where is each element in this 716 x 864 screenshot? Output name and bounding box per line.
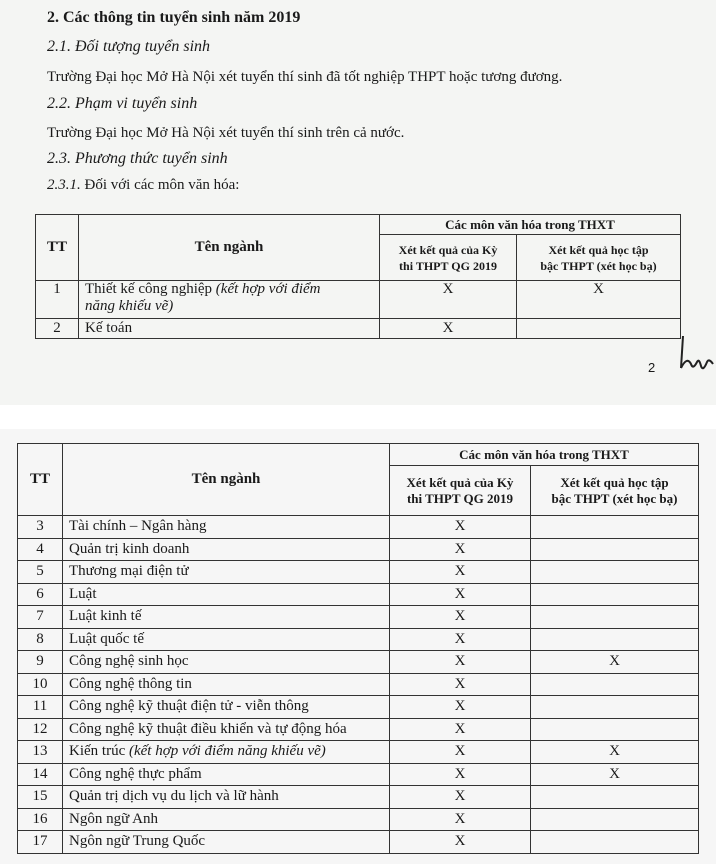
- row-name-text: Luật quốc tế: [69, 630, 144, 647]
- row-tt: 8: [18, 628, 63, 651]
- row-name-text: Ngôn ngữ Anh: [69, 810, 158, 827]
- section-title: 2. Các thông tin tuyển sinh năm 2019: [47, 9, 301, 26]
- row-1-name: [79, 281, 380, 319]
- row-hb: [531, 561, 699, 584]
- row-qg: X: [390, 651, 531, 674]
- header-col-hb-2-line2: bậc THPT (xét học bạ): [551, 490, 678, 506]
- header-col-qg-line2: thi THPT QG 2019: [399, 258, 497, 273]
- row-name-text: Công nghệ kỹ thuật điều khiển và tự động hóa: [69, 720, 347, 737]
- header-group-2: Các môn văn hóa trong THXT: [390, 444, 699, 466]
- page-top: [0, 0, 716, 405]
- row-tt: 5: [18, 561, 63, 584]
- row-tt: 16: [18, 808, 63, 831]
- row-qg: X: [390, 583, 531, 606]
- row-name: [63, 516, 390, 539]
- table-row: [18, 516, 699, 539]
- page-gap: [0, 405, 716, 429]
- row-hb: [531, 606, 699, 629]
- row-name-text: Ngôn ngữ Trung Quốc: [69, 833, 206, 850]
- row-tt: 9: [18, 651, 63, 674]
- header-col-qg-2-line1: Xét kết quả của Kỳ: [406, 474, 514, 490]
- row-2-tt: 2: [36, 319, 79, 339]
- row-name-text: Luật kinh tế: [69, 608, 142, 625]
- row-name-text: Tài chính – Ngân hàng: [69, 518, 207, 535]
- row-qg: X: [390, 763, 531, 786]
- admission-table-part-1: [35, 214, 681, 339]
- row-name-text: Công nghệ thực phẩm: [69, 765, 202, 782]
- row-qg: X: [390, 606, 531, 629]
- table-row: [18, 786, 699, 809]
- row-tt: 4: [18, 538, 63, 561]
- subsection-2-3-heading: 2.3. Phương thức tuyển sinh: [47, 150, 228, 167]
- table-row: [18, 696, 699, 719]
- row-hb: [531, 673, 699, 696]
- row-qg: X: [390, 786, 531, 809]
- row-hb: X: [531, 763, 699, 786]
- header-col-qg-2: [390, 466, 531, 516]
- page-number: 2: [648, 360, 656, 375]
- table-row: [18, 831, 699, 854]
- row-name-text: Công nghệ thông tin: [69, 675, 192, 692]
- header-name: Tên ngành: [79, 215, 380, 281]
- row-tt: 3: [18, 516, 63, 539]
- header-group: Các môn văn hóa trong THXT: [380, 215, 681, 235]
- row-hb: [531, 538, 699, 561]
- row-name: [63, 786, 390, 809]
- row-qg: X: [390, 673, 531, 696]
- row-qg: X: [390, 516, 531, 539]
- header-col-hb: [517, 235, 681, 281]
- row-name-text: Luật: [69, 585, 97, 602]
- subsection-2-2-text: Trường Đại học Mở Hà Nội xét tuyển thí sinh trên cả nước.: [47, 125, 405, 141]
- row-name: [63, 561, 390, 584]
- row-qg: X: [390, 718, 531, 741]
- row-name: [63, 808, 390, 831]
- row-name: [63, 741, 390, 764]
- row-name-text: Công nghệ kỹ thuật điện tử - viễn thông: [69, 698, 309, 715]
- row-tt: 14: [18, 763, 63, 786]
- row-1-hb: X: [517, 281, 681, 319]
- row-tt: 15: [18, 786, 63, 809]
- row-hb: [531, 786, 699, 809]
- row-name: [63, 718, 390, 741]
- row-name-text: Kiến trúc: [69, 743, 129, 760]
- row-hb: [531, 718, 699, 741]
- row-name: [63, 651, 390, 674]
- row-tt: 13: [18, 741, 63, 764]
- row-qg: X: [390, 741, 531, 764]
- row-qg: X: [390, 696, 531, 719]
- row-tt: 6: [18, 583, 63, 606]
- row-name-text: Thương mại điện tử: [69, 563, 189, 580]
- row-hb: [531, 696, 699, 719]
- admission-table-part-2: [17, 443, 699, 854]
- header-col-qg-2-line2: thi THPT QG 2019: [406, 490, 514, 506]
- subsection-2-1-text: Trường Đại học Mở Hà Nội xét tuyển thí sinh đã tốt nghiệp THPT hoặc tương đương.: [47, 69, 563, 85]
- row-hb: [531, 628, 699, 651]
- row-1-qg: X: [380, 281, 517, 319]
- row-name-text: Quản trị dịch vụ du lịch và lữ hành: [69, 788, 279, 805]
- row-name-text: Công nghệ sinh học: [69, 653, 189, 670]
- row-hb: X: [531, 651, 699, 674]
- row-qg: X: [390, 538, 531, 561]
- row-name: [63, 831, 390, 854]
- row-tt: 7: [18, 606, 63, 629]
- row-hb: X: [531, 741, 699, 764]
- subsection-2-3-1: [47, 177, 239, 194]
- row-name: [63, 583, 390, 606]
- row-name: [63, 673, 390, 696]
- table-row: [18, 651, 699, 674]
- row-hb: [531, 831, 699, 854]
- subsection-2-3-1-number: 2.3.1.: [47, 177, 81, 193]
- header-col-qg: [380, 235, 517, 281]
- row-name: [63, 696, 390, 719]
- row-tt: 10: [18, 673, 63, 696]
- row-tt: 11: [18, 696, 63, 719]
- row-qg: X: [390, 831, 531, 854]
- table-row: [18, 763, 699, 786]
- subsection-2-3-1-text: Đối với các môn văn hóa:: [84, 177, 240, 193]
- row-1-note2: năng khiếu vẽ): [85, 298, 174, 314]
- row-1-note: (kết hợp với điểm: [215, 281, 321, 297]
- table-row: [18, 628, 699, 651]
- header-col-hb-line1: Xét kết quả học tập: [548, 242, 649, 257]
- header-col-qg-line1: Xét kết quả của Kỳ: [398, 242, 498, 257]
- header-tt-2: TT: [18, 444, 63, 516]
- row-2-qg: X: [380, 319, 517, 339]
- subsection-2-2-heading: 2.2. Phạm vi tuyển sinh: [47, 95, 198, 112]
- row-2-name: Kế toán: [79, 319, 380, 339]
- row-tt: 17: [18, 831, 63, 854]
- table-row: [18, 808, 699, 831]
- row-hb: [531, 516, 699, 539]
- row-name: [63, 606, 390, 629]
- row-name-note: (kết hợp với điểm năng khiếu vẽ): [128, 743, 326, 760]
- header-col-hb-line2: bậc THPT (xét học bạ): [540, 258, 657, 273]
- row-hb: [531, 583, 699, 606]
- table-row: [18, 606, 699, 629]
- subsection-2-1-heading: 2.1. Đối tượng tuyển sinh: [47, 38, 211, 55]
- row-qg: X: [390, 628, 531, 651]
- row-name: [63, 538, 390, 561]
- table-row: [18, 741, 699, 764]
- row-tt: 12: [18, 718, 63, 741]
- row-qg: X: [390, 561, 531, 584]
- table-row: [18, 538, 699, 561]
- row-name: [63, 628, 390, 651]
- row-name-text: Quản trị kinh doanh: [69, 540, 190, 557]
- table-row: [18, 561, 699, 584]
- header-name-2: Tên ngành: [63, 444, 390, 516]
- row-1-name-text: Thiết kế công nghiệp: [85, 281, 216, 297]
- row-qg: X: [390, 808, 531, 831]
- table-row: [18, 583, 699, 606]
- table-row: [18, 718, 699, 741]
- row-2-hb: [517, 319, 681, 339]
- table-row: [18, 673, 699, 696]
- row-1-tt: 1: [36, 281, 79, 319]
- header-col-hb-2-line1: Xét kết quả học tập: [560, 474, 669, 490]
- row-hb: [531, 808, 699, 831]
- page-bottom: [0, 429, 716, 864]
- signature-mark: [675, 328, 715, 383]
- header-tt: TT: [36, 215, 79, 281]
- row-name: [63, 763, 390, 786]
- header-col-hb-2: [531, 466, 699, 516]
